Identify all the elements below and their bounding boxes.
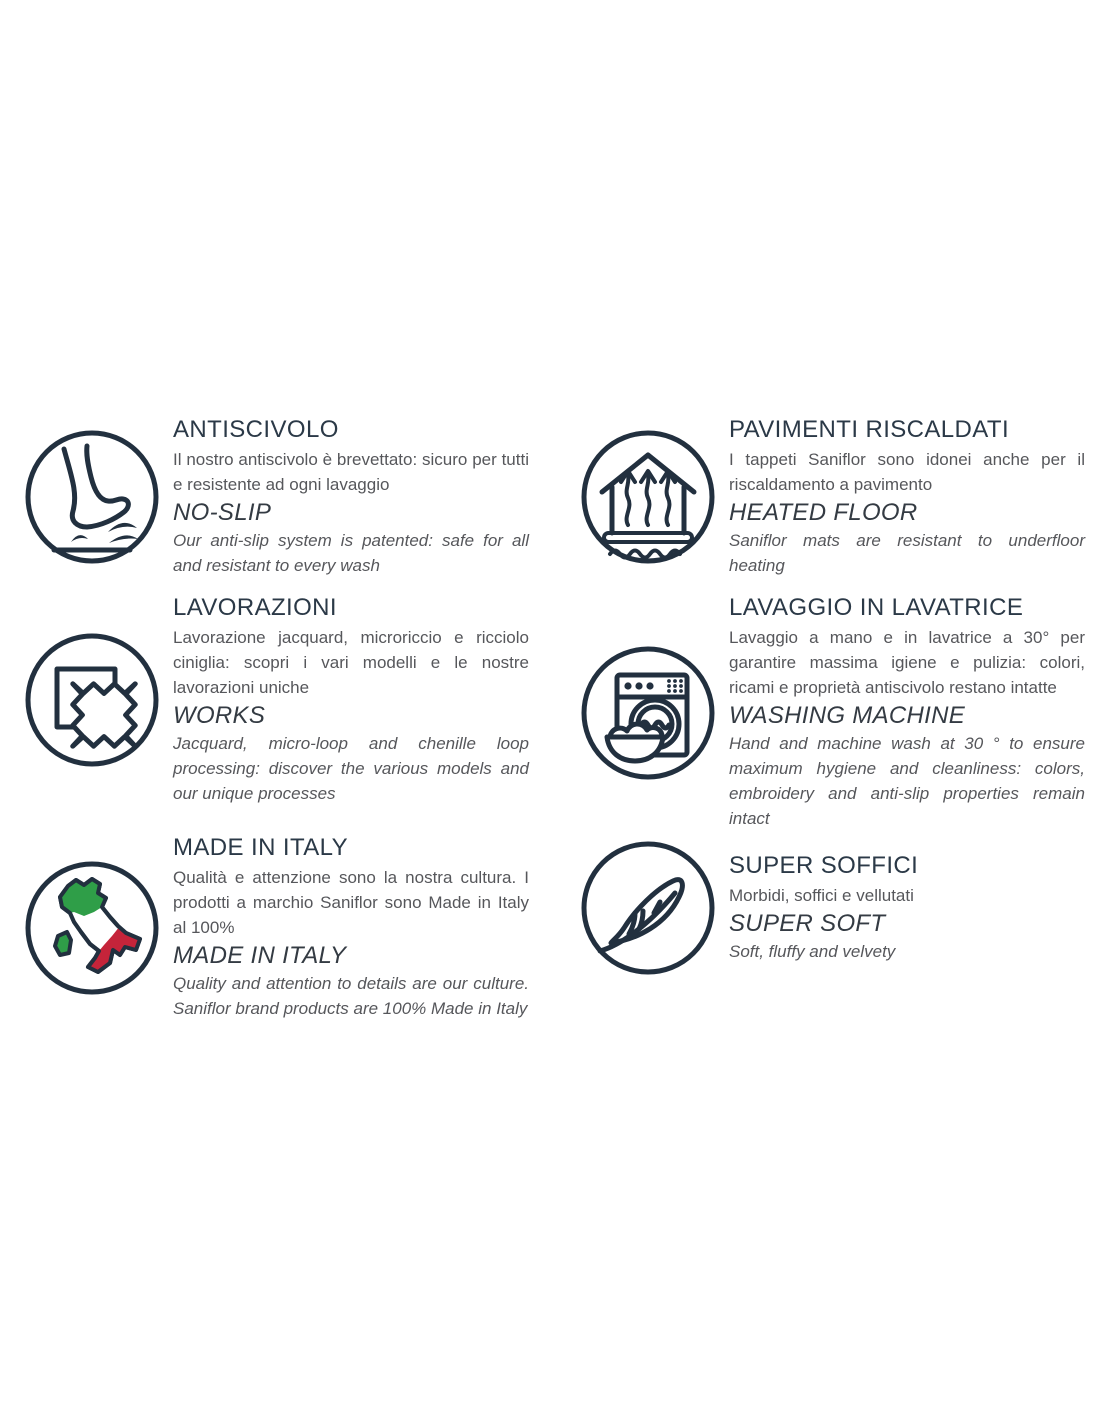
feather-icon: [580, 840, 716, 976]
feature-title-en: SUPER SOFT: [729, 910, 886, 937]
feature-pavimenti-riscaldati: [580, 416, 1085, 578]
feature-desc-en: Our anti-slip system is patented: safe for all and resistant to every wash: [173, 531, 529, 575]
feature-title-en: HEATED FLOOR: [729, 499, 918, 526]
italy-map-icon: [24, 860, 160, 996]
feature-desc-it: Qualità e attenzione sono la nostra cultura. I prodotti a marchio Saniflor sono Made in Italy al 100%: [173, 868, 529, 937]
feature-title-en: NO-SLIP: [173, 499, 272, 526]
feature-title-en: MADE IN ITALY: [173, 942, 347, 969]
feature-text: [173, 834, 529, 1021]
feature-desc-en: Saniflor mats are resistant to underfloor heating: [729, 531, 1085, 575]
feature-desc-it: Lavaggio a mano e in lavatrice a 30° per garantire massima igiene e pulizia: colori, ricami e proprietà antiscivolo restano intatte: [729, 628, 1085, 697]
fabric-works-icon: [24, 632, 160, 768]
feature-text: [729, 416, 1085, 578]
feature-lavorazioni: [24, 594, 529, 806]
feature-desc-en: Hand and machine wash at 30 ° to ensure maximum hygiene and cleanliness: colors, embroidery and anti-slip properties remain intact: [729, 734, 1085, 828]
feature-title-en: WASHING MACHINE: [729, 702, 966, 729]
feature-antiscivolo: [24, 416, 529, 578]
feature-desc-it: Lavorazione jacquard, microriccio e ricciolo ciniglia: scopri i vari modelli e le nostre lavorazioni uniche: [173, 628, 529, 697]
heated-floor-icon: [580, 429, 716, 565]
feature-title-it: LAVAGGIO IN LAVATRICE: [729, 594, 1024, 621]
feature-desc-it: I tappeti Saniflor sono idonei anche per il riscaldamento a pavimento: [729, 450, 1085, 494]
washing-machine-icon: [580, 645, 716, 781]
feature-desc-it: Morbidi, soffici e vellutati: [729, 886, 914, 905]
feature-lavaggio-in-lavatrice: [580, 594, 1085, 831]
foot-anti-slip-icon: [24, 429, 160, 565]
feature-title-en: WORKS: [173, 702, 266, 729]
feature-title-it: MADE IN ITALY: [173, 834, 349, 861]
feature-title-it: ANTISCIVOLO: [173, 416, 339, 443]
feature-title-it: LAVORAZIONI: [173, 594, 337, 621]
feature-text: [729, 852, 1085, 964]
feature-text: [173, 594, 529, 806]
feature-desc-en: Quality and attention to details are our culture. Saniflor brand products are 100% Made in Italy: [173, 974, 529, 1018]
feature-made-in-italy: [24, 834, 529, 1021]
feature-text: [729, 594, 1085, 831]
feature-title-it: SUPER SOFFICI: [729, 852, 919, 879]
feature-desc-it: Il nostro antiscivolo è brevettato: sicuro per tutti e resistente ad ogni lavaggio: [173, 450, 529, 494]
feature-desc-en: Jacquard, micro-loop and chenille loop processing: discover the various models and our unique processes: [173, 734, 529, 803]
feature-title-it: PAVIMENTI RISCALDATI: [729, 416, 1010, 443]
feature-desc-en: Soft, fluffy and velvety: [729, 942, 896, 961]
feature-super-soffici: [580, 840, 1085, 976]
feature-text: [173, 416, 529, 578]
